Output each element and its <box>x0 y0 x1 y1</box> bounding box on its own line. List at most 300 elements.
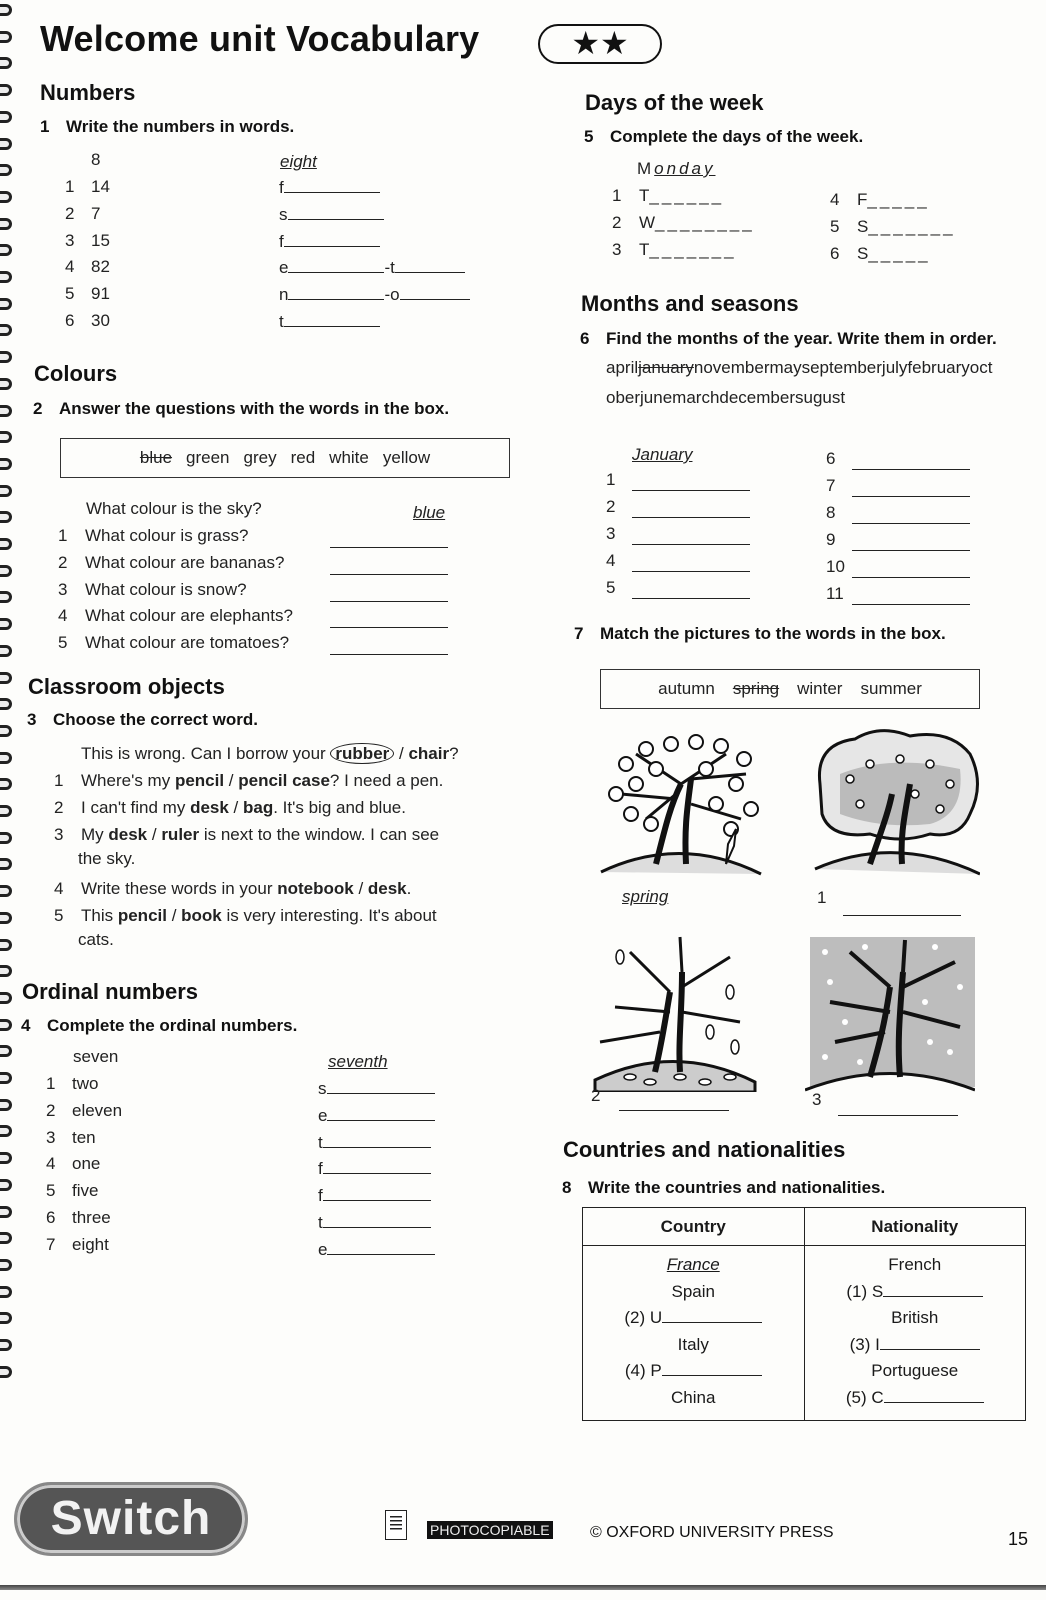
country-cell <box>583 1305 804 1332</box>
country-cell <box>583 1385 804 1412</box>
answer-blank[interactable] <box>852 508 970 524</box>
given-letter: F <box>857 190 868 209</box>
day-answer[interactable] <box>857 244 931 264</box>
item-number: 6 <box>830 244 840 263</box>
answer-blank[interactable] <box>327 1239 435 1255</box>
number-word: five <box>72 1181 99 1201</box>
item-number: 8 <box>826 503 836 522</box>
item-number: 1 <box>606 470 616 489</box>
prompt-letter: t <box>318 1132 323 1152</box>
nationality-cell <box>805 1385 1026 1412</box>
answer-blank-picture-3[interactable] <box>838 1100 958 1116</box>
choice-sentence <box>81 771 443 791</box>
day-answer[interactable] <box>639 213 755 233</box>
spiral-ring <box>0 1019 12 1031</box>
example-country: France <box>666 1255 720 1274</box>
exercise-5-instruction <box>584 127 863 147</box>
country-cell <box>583 1332 804 1359</box>
box-word: red <box>290 448 316 467</box>
item-number: 4 <box>65 257 75 277</box>
nationality-text: (5) C <box>845 1387 884 1407</box>
instruction-text: Complete the days of the week. <box>610 127 864 146</box>
spiral-ring <box>0 645 12 657</box>
sentence-text: Where's my <box>81 771 175 790</box>
question-text: What colour is snow? <box>85 579 247 599</box>
answer-blank[interactable] <box>330 586 448 602</box>
day-answer[interactable] <box>639 240 737 260</box>
spiral-ring <box>0 485 12 497</box>
spiral-ring <box>0 4 12 16</box>
separator: / <box>394 744 409 763</box>
prompt-letter: -o <box>384 285 400 305</box>
word-snake-line-1 <box>606 358 992 378</box>
sentence-text: My <box>81 825 109 844</box>
winter-tree-icon <box>805 932 975 1092</box>
separator: / <box>228 798 243 817</box>
answer-blank[interactable] <box>288 204 384 220</box>
spiral-ring <box>0 538 12 550</box>
sentence-text: This <box>81 906 118 925</box>
item-number: 5 <box>830 217 840 236</box>
question-text: What colour is grass? <box>85 526 249 545</box>
number-word: one <box>72 1154 101 1174</box>
answer-blank-picture-1[interactable] <box>843 900 961 916</box>
spiral-ring <box>0 1152 12 1164</box>
letter-dashes[interactable]: ______ <box>649 186 725 205</box>
answer-blank[interactable] <box>852 535 970 551</box>
answer-blank[interactable] <box>632 502 750 518</box>
box-word: winter <box>797 679 843 698</box>
answer-row <box>318 1078 435 1099</box>
option-2[interactable]: bag <box>243 798 274 817</box>
number-word: three <box>72 1208 111 1227</box>
sentence-text: ? <box>449 744 459 763</box>
circled-answer: rubber <box>330 743 394 764</box>
option-1[interactable]: notebook <box>277 879 354 898</box>
box-word: grey <box>243 448 277 467</box>
nationality-cell <box>805 1252 1026 1279</box>
nationality-cell <box>805 1358 1026 1385</box>
spiral-ring <box>0 992 12 1004</box>
spiral-ring <box>0 885 12 897</box>
prompt-letter: f <box>318 1186 323 1206</box>
prompt-letter: e <box>318 1105 328 1125</box>
box-word: blue <box>139 448 173 467</box>
sentence-continuation: the sky. <box>78 849 136 868</box>
item-number: 2 <box>54 798 64 817</box>
prompt-letter: s <box>318 1079 327 1098</box>
spiral-ring <box>0 271 12 283</box>
blossom-tree-icon <box>596 724 766 884</box>
spiral-ring <box>0 1206 12 1218</box>
item-number: 4 <box>46 1154 56 1174</box>
spiral-ring <box>0 565 12 577</box>
country-column <box>583 1246 805 1421</box>
answer-blank[interactable] <box>880 1334 980 1350</box>
option-1[interactable]: pencil <box>174 771 225 790</box>
instruction-text: Write the numbers in words. <box>66 117 295 136</box>
country-text: Italy <box>677 1334 709 1354</box>
answer-blank[interactable] <box>330 532 448 548</box>
item-number: 10 <box>826 557 845 576</box>
option-2[interactable]: ruler <box>161 825 200 844</box>
difficulty-stars-icon: ★★ <box>538 24 662 64</box>
section-heading-countries: Countries and nationalities <box>563 1137 846 1162</box>
box-word: autumn <box>658 679 715 698</box>
section-heading-numbers: Numbers <box>40 80 136 105</box>
sentence-text: Write these words in your <box>81 879 278 898</box>
item-number: 9 <box>826 530 836 549</box>
given-letter: T <box>639 186 650 205</box>
example-month: January <box>632 445 693 464</box>
example-answer: eight <box>280 152 317 171</box>
item-number: 2 <box>65 203 75 223</box>
answer-row <box>279 311 380 332</box>
answer-blank[interactable] <box>323 1185 431 1201</box>
example-value: 8 <box>91 150 101 169</box>
page-title: Welcome unit Vocabulary <box>40 18 480 59</box>
number-value: 82 <box>91 257 110 277</box>
box-word: green <box>186 448 230 467</box>
spiral-ring <box>0 31 12 43</box>
given-letter: T <box>639 240 650 259</box>
question-text: What colour are elephants? <box>85 606 293 626</box>
choice-sentence <box>81 825 439 845</box>
exercise-number: 3 <box>27 710 37 729</box>
item-number: 4 <box>54 879 64 898</box>
answer-blank[interactable] <box>284 177 380 193</box>
answer-row <box>279 177 380 198</box>
spiral-ring <box>0 965 12 977</box>
column-header-country: Country <box>583 1208 805 1246</box>
option: chair <box>408 744 450 763</box>
exercise-7-instruction <box>574 624 946 644</box>
spiral-ring <box>0 939 12 951</box>
nationality-column <box>804 1246 1026 1421</box>
item-number: 5 <box>46 1181 56 1201</box>
country-cell <box>583 1279 804 1306</box>
spiral-ring <box>0 725 12 737</box>
answer-blank[interactable] <box>284 311 380 327</box>
answer-blank-picture-2[interactable] <box>619 1095 729 1111</box>
spiral-ring <box>0 1286 12 1298</box>
exercise-1-instruction <box>40 117 294 137</box>
nationality-text: (3) I <box>849 1334 880 1354</box>
nationality-text: French <box>888 1255 942 1274</box>
word-snake-line-2: oberjunemarchdecembersugust <box>606 388 846 407</box>
item-number: 7 <box>826 476 836 495</box>
country-text: (4) P <box>624 1361 662 1380</box>
answer-blank[interactable] <box>852 562 970 578</box>
number-word: ten <box>72 1127 96 1147</box>
item-number: 5 <box>606 578 616 597</box>
example-answer: blue <box>413 503 446 522</box>
item-number: 5 <box>54 906 64 925</box>
number-value: 14 <box>91 177 110 196</box>
answer-blank[interactable] <box>852 481 970 497</box>
spiral-ring <box>0 244 12 256</box>
letter-dashes[interactable]: _______ <box>868 217 956 236</box>
example-question: What colour is the sky? <box>86 499 262 518</box>
nationality-cell <box>805 1332 1026 1359</box>
question-text: What colour are tomatoes? <box>85 633 290 653</box>
answer-blank[interactable] <box>852 589 970 605</box>
country-text: (2) U <box>624 1308 663 1327</box>
answer-blank[interactable] <box>323 1158 431 1174</box>
spiral-ring <box>0 84 12 96</box>
spiral-ring <box>0 778 12 790</box>
instruction-text: Find the months of the year. Write them in order. <box>606 329 997 348</box>
sentence-text: is very interesting. It's about <box>221 906 437 925</box>
exercise-number: 2 <box>33 399 43 418</box>
nationality-text: Portuguese <box>871 1361 959 1380</box>
exercise-2-instruction <box>33 399 449 419</box>
spiral-ring <box>0 164 12 176</box>
spiral-ring <box>0 111 12 123</box>
spiral-ring <box>0 1232 12 1244</box>
option-2[interactable]: book <box>181 906 222 925</box>
answer-blank[interactable] <box>288 257 384 273</box>
exercise-number: 1 <box>40 117 50 136</box>
option-1[interactable]: desk <box>108 825 148 844</box>
answer-blank[interactable] <box>400 284 470 300</box>
answer-blank[interactable] <box>288 284 384 300</box>
prompt-letter: e <box>318 1239 328 1259</box>
item-number: 5 <box>65 284 75 304</box>
answer-row <box>318 1132 431 1153</box>
item-number: 1 <box>58 526 68 545</box>
question-text: What colour are bananas? <box>85 552 285 572</box>
day-answer[interactable] <box>857 190 930 210</box>
example-answer: seventh <box>328 1052 388 1071</box>
answer-blank[interactable] <box>883 1281 983 1297</box>
exercise-3-instruction <box>27 710 258 730</box>
item-number: 3 <box>65 230 75 250</box>
answer-row <box>318 1105 435 1126</box>
item-number: 4 <box>830 190 840 209</box>
item-number: 1 <box>65 177 75 196</box>
spiral-ring <box>0 1259 12 1271</box>
sentence-text: is next to the window. I can see <box>199 825 440 844</box>
spiral-ring <box>0 752 12 764</box>
item-number: 2 <box>606 497 616 516</box>
letter-dashes[interactable]: _____ <box>868 244 931 263</box>
day-answer[interactable] <box>857 217 956 237</box>
answer-row <box>318 1185 431 1206</box>
number-value: 15 <box>91 230 110 250</box>
spiral-ring <box>0 858 12 870</box>
section-heading-months: Months and seasons <box>581 291 799 316</box>
item-number: 6 <box>65 311 75 330</box>
item-number: 2 <box>58 552 68 572</box>
option-1[interactable]: desk <box>190 798 229 817</box>
answer-row <box>318 1239 435 1260</box>
item-number: 2 <box>46 1100 56 1120</box>
number-word: two <box>72 1074 99 1093</box>
page-number: 15 <box>1008 1529 1029 1549</box>
spiral-ring <box>0 1339 12 1351</box>
separator: / <box>147 825 162 844</box>
spiral-ring <box>0 1072 12 1084</box>
option-1[interactable]: pencil <box>117 906 167 925</box>
page-edge-rule <box>0 1585 1046 1590</box>
answer-blank[interactable] <box>852 454 970 470</box>
box-word: yellow <box>382 448 431 467</box>
prompt-letter: -t <box>384 258 395 278</box>
answer-blank[interactable] <box>632 475 750 491</box>
answer-blank[interactable] <box>330 559 448 575</box>
spiral-ring <box>0 1099 12 1111</box>
exercise-4-instruction <box>21 1016 297 1036</box>
letter-dashes[interactable]: _______ <box>649 240 737 259</box>
instruction-text: Complete the ordinal numbers. <box>47 1016 298 1035</box>
item-number: 6 <box>826 449 836 468</box>
answer-blank[interactable] <box>323 1212 431 1228</box>
answer-blank[interactable] <box>327 1105 435 1121</box>
box-word: white <box>329 448 369 467</box>
spiral-ring <box>0 1045 12 1057</box>
snake-text: novembermayseptemberjulyfebruaryoct <box>693 358 993 377</box>
spiral-ring <box>0 511 12 523</box>
answer-blank[interactable] <box>632 556 750 572</box>
sentence-continuation: cats. <box>78 930 114 949</box>
spiral-ring <box>0 698 12 710</box>
photocopiable-label: PHOTOCOPIABLE <box>427 1521 553 1539</box>
item-number: 6 <box>46 1208 56 1227</box>
box-word: summer <box>860 679 922 698</box>
given-letter: M <box>637 159 655 178</box>
spiral-ring <box>0 458 12 470</box>
spiral-ring <box>0 1125 12 1137</box>
answer-row <box>279 204 384 225</box>
spiral-ring <box>0 832 12 844</box>
given-letter: W <box>639 213 656 232</box>
autumn-tree-icon <box>590 932 760 1092</box>
exercise-number: 4 <box>21 1016 31 1035</box>
country-cell <box>583 1358 804 1385</box>
exercise-number: 6 <box>580 329 590 348</box>
item-number: 1 <box>46 1074 56 1093</box>
choice-sentence <box>81 879 411 899</box>
example-word: seven <box>73 1047 119 1066</box>
prompt-letter: e <box>279 258 289 278</box>
option-2[interactable]: desk <box>367 879 407 898</box>
spiral-ring <box>0 1366 12 1378</box>
separator: / <box>224 771 239 790</box>
nationality-cell <box>805 1279 1026 1306</box>
snake-text: april <box>606 358 639 377</box>
answer-blank[interactable] <box>662 1307 762 1323</box>
prompt-letter: t <box>318 1213 323 1232</box>
country-text: Spain <box>671 1281 715 1301</box>
section-heading-colours: Colours <box>34 361 118 386</box>
separator: / <box>166 906 182 925</box>
letter-dashes[interactable]: ________ <box>655 213 755 232</box>
struck-word: january <box>638 358 694 377</box>
item-number: 2 <box>612 213 622 232</box>
spiral-ring <box>0 405 12 417</box>
choice-sentence <box>81 906 437 926</box>
country-text: China <box>671 1387 716 1407</box>
spiral-ring <box>0 431 12 443</box>
prompt-letter: t <box>279 312 284 331</box>
item-number: 3 <box>54 825 64 844</box>
column-header-nationality: Nationality <box>804 1208 1026 1246</box>
answer-blank[interactable] <box>323 1132 431 1148</box>
letter-dashes[interactable]: _____ <box>867 190 930 209</box>
answer-blank[interactable] <box>330 639 448 655</box>
answer-row <box>279 257 465 278</box>
example-sentence <box>81 744 459 764</box>
answer-blank[interactable] <box>884 1387 984 1403</box>
photocopy-icon <box>385 1510 407 1540</box>
picture-number: 1 <box>817 888 827 907</box>
spiral-binding <box>0 0 18 1400</box>
answer-row <box>279 231 380 252</box>
section-heading-days: Days of the week <box>585 90 764 115</box>
sentence-text: I can't find my <box>81 798 191 817</box>
spiral-ring <box>0 591 12 603</box>
spiral-ring <box>0 1312 12 1324</box>
choice-sentence <box>81 798 406 818</box>
option-2[interactable]: pencil case <box>238 771 330 790</box>
publisher-credit: © OXFORD UNIVERSITY PRESS <box>590 1524 834 1541</box>
item-number: 1 <box>54 771 64 790</box>
exercise-8-instruction <box>562 1178 885 1198</box>
number-word: eight <box>72 1234 109 1254</box>
sentence-text: ? I need a pen. <box>329 771 444 790</box>
answer-blank[interactable] <box>632 583 750 599</box>
spiral-ring <box>0 298 12 310</box>
number-value: 91 <box>91 284 110 304</box>
nationality-text: (1) S <box>846 1281 884 1301</box>
item-number: 4 <box>58 606 68 626</box>
number-value: 7 <box>91 203 101 223</box>
picture-label-2 <box>591 1086 600 1106</box>
switch-logo: Switch <box>14 1482 248 1556</box>
prompt-letter: f <box>279 231 284 251</box>
number-word: eleven <box>72 1100 123 1120</box>
item-number: 3 <box>58 579 68 599</box>
summer-tree-icon <box>810 724 980 884</box>
nationality-text: British <box>891 1308 939 1327</box>
spiral-ring <box>0 351 12 363</box>
prompt-letter: s <box>279 204 288 224</box>
number-value: 30 <box>91 311 110 330</box>
answer-blank[interactable] <box>330 612 448 628</box>
example-answer: onday <box>654 159 716 178</box>
sentence-text: . It's big and blue. <box>273 798 406 817</box>
item-number: 3 <box>612 240 622 259</box>
answer-blank[interactable] <box>632 529 750 545</box>
day-answer[interactable] <box>639 186 724 206</box>
item-number: 4 <box>606 551 616 570</box>
answer-blank[interactable] <box>284 231 380 247</box>
spiral-ring <box>0 324 12 336</box>
box-word: spring <box>732 679 780 698</box>
exercise-number: 8 <box>562 1178 572 1197</box>
picture-number: 3 <box>812 1090 822 1109</box>
answer-blank[interactable] <box>395 257 465 273</box>
spiral-ring <box>0 138 12 150</box>
prompt-letter: f <box>279 178 284 197</box>
countries-table <box>582 1207 1026 1421</box>
answer-blank[interactable] <box>662 1360 762 1376</box>
sentence-text: This is wrong. Can I borrow your <box>81 744 331 763</box>
answer-blank[interactable] <box>327 1078 435 1094</box>
exercise-6-instruction <box>580 329 997 349</box>
picture-label-example: spring <box>622 887 669 906</box>
